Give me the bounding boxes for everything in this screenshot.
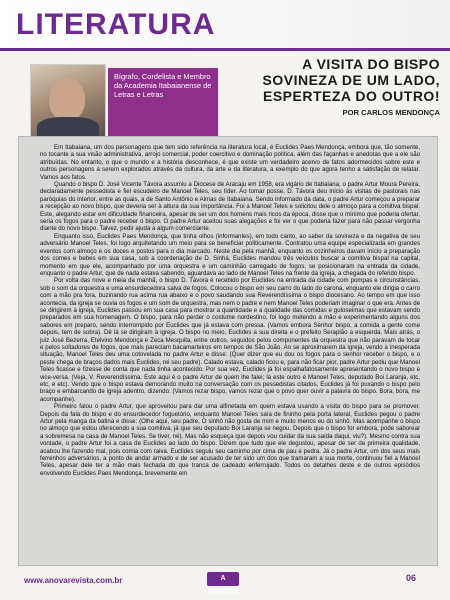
article-byline: POR CARLOS MENDONÇA xyxy=(342,108,440,117)
article-body xyxy=(40,144,420,564)
article-paragraph: Em Itabaiana, um dos personagens que tem sido referência na literatura local, é Euclides Paes Mendonça, embora que, tão somente, no tocante a sua visão administrativa, arrojo comercial, poder coercitivo e dominação política, além das façanhas e anedotas que a ele são atribuídas. No entanto, o que o mundo e a história desconhece, é que existe um verdadeiro acervo de fatos adormecidos sobre este e outros personagens a serem explorados através da cultura, da arte e da literatura, a exemplo do que agora tenho a satisfação de relatar. Vamos aos fatos. xyxy=(40,144,420,181)
page-number: 06 xyxy=(406,573,417,583)
author-face xyxy=(49,77,85,121)
section-title: LITERATURA xyxy=(16,8,216,41)
author-photo xyxy=(30,64,106,138)
magazine-logo: A REVISTA xyxy=(207,572,239,586)
author-shirt xyxy=(37,117,99,138)
article-paragraph: Quando o bispo D. José Vicente Távora assumiu a Diocese de Aracaju em 1958, era vigário de Itabaiana, o padre Artur Moura Pereira, declaradamente pessedista e fiel escudeiro de Manoel Teles, seu líder. Ao tomar posse, D. Távora deu início às visitas de pastorais nas paróquias do interior, entre as quais, a de Santo Antônio e Almas de Itabaiana. Sendo informado da data, o padre Artur começou a preparar a recepção ao novo bispo, que deveria ser à altura da sua importância. Foi a Manoel Teles e solicitou dele o almoço para a comitiva bispal. Este, alegando estar em dificuldade financeira, apesar de ser um dos homens mais ricos da época, disse que o mínimo que poderia ofertar, seria os fogos para o padre receber o bispo. O padre Artur aceitou suas alegações e foi ver o que poderia fazer para não passar vergonha diante do novo bispo. Talvez, pedir ajuda a algum comerciante. xyxy=(40,181,420,233)
article-paragraph: Por volta das nove e meia da manhã, o bispo D. Távora é recebido por Euclides na entrada da cidade com pompas e circunstâncias, sob o som da orquestra e uma ensurdecedora salva de fogos. Colocou o bispo em seu carro do lado do carona, enquanto ele dirigia o carro com a mão pra fora, buzinando rua acima rua abaixo e o povo saudando sua Reverendíssima o bispo diocesano. Ao tempo em que isso acontecia, da igreja se ouvia os fogos e um som de orquestra, mas nem o padre e nem Manoel Teles poderiam imaginar o que era. Antes de se dirigirem à igreja, Euclides passou em sua casa para mostrar a quantidade e a qualidade das comidas e guloseimas que estavam sendo preparados em sua homenagem. O bispo, para não perder o costume nordestino, foi logo metendo a mão e experimentando alguns dos sabores em preparo, sendo interrompido por Euclides que já estava com pressa. (Vamos embora Senhor bispo, a comida a gente come depois, tem de sobra). Dê lá se dirigiram à igreja. O bispo no meio, Euclides a sua direita e o prefeito Serapião a esquerda. Mais atrás, o juiz José Bezerra, Etelvino Mendonça e Zeca Mesquita, entre outros, seguidos pelos componentes da orquestra que não paravam de tocar e pelos soltadores de fogos, que mais pareciam bacamarteiros em tempos de São João. Ao se aproximarem da igreja, vendo a inesperada situação, Manoel Teles deu uma cotovelada no padre Artur e disse: (Quer dizer que eu dou os fogos para o senhor receber o bispo, e o peste chega de braços dados mais Euclides, né seu padre). Calado estava, calado ficou e, para não ficar pior, padre Artur pediu que Manoel Teles ficasse e fizesse de conta que nada tinha acontecido. Por sua vez, Euclides já foi espalhafatosamente apresentando o novo bispo e vice-versa. (Veja, V. Reverendíssima. Este aqui é o padre Artur de quem lhe falei; lá este outro é Manoel Teles, deputado Boi Laranja, etc, etc, e etc). Vendo que o bispo estava demorando muito na conversação com os pessedistas citados, Euclides já foi puxando o bispo pelo braço e embarcando de igreja adentro, dizendo: (Vamos rezar bispo, vamos rezar que o povo quer ouvir a palavra do bispo. Bora, bora, me acompanhe). xyxy=(40,277,420,403)
title-divider xyxy=(0,48,450,51)
article-paragraph: Primeiro falou o padre Artur, que aproveitou para dar uma alfinetada em quem estava usando a visita do bispo para se promover. Depois da fala do bispo e do ensurdecedor foguetório, enquanto Manoel Teles saía de fininho pela porta lateral, Euclides pegou o padre Artur pela manga da batina e disse: (Olhe aqui, seu padre, O sinhô não gosta de mim e muito menos eu do sinhô. Mas acompanhe o bispo no almoço que estou oferecendo a sua comitiva, já que seu deputado Boi Laranja se negou. Depois que o bispo for embora, pode saborear a sobremesa na casa de Manoel Teles. Se tiver, né). Mas não esqueça que depois vou cuidar da sua saída daqui, viu?). Mesmo contra sua vontade, o padre Artur foi a casa de Euclides ao lado do bispo. Dizem que tudo que ele degustou, apesar de ser de primeira qualidade, acabou lhe fazendo mal, pois comia com raiva. Euclides seguiu seu caminho por cima de pau e pedra. Já o padre Artur, um dos seus mais ferrenhos adversários, a ponto de andar armado e de ser acusado de ter sido um dos que tramaram a sua morte, continuou fiel a Manoel Teles, apesar dele ter a mão mais fechada do que tranca de cadeado enferrujado. Todos os detalhes deste e de outros episódios envolvendo Euclides Paes Mendonça, brevemente em xyxy=(40,403,420,477)
footer-website-link[interactable]: www.anovarevista.com.br xyxy=(24,576,123,585)
article-headline: A VISITA DO BISPO SOVINEZA DE UM LADO, ESPERTEZA DO OUTRO! xyxy=(262,56,440,104)
author-bio-box: Bígrafo, Cordelista e Membro da Academia Itabaianense de Letras e Letras xyxy=(108,68,218,144)
article-paragraph: Enquanto isso, Euclides Paes Mendonça, que tinha olhos (informantes), em todo canto, ao saber da sovineza e da negativa de seu adversário Manoel Teles, foi logo arquitetando um meio para se beneficiar politicamente. Contratou uma equipe especializada em grandes eventos com almoço e os doces e postos para o dia marcado. Neste dia pela manhã, enquanto os cozinheiros davam início a preparação dos comes e bebes em sua casa, sob a coordenação de D. Sinhá, Euclides mandou três veículos buscar a comitiva bispal na capital, momento em que ele, acompanhado por uma orquestra e um caminhão carregado de fogos, se posicionaram na entrada da cidade, enquanto o padre Artur, que de nada estava sabendo, aguardava ao lado de Manoel Teles na frente da igreja, a chegada do referido bispo. xyxy=(40,232,420,277)
